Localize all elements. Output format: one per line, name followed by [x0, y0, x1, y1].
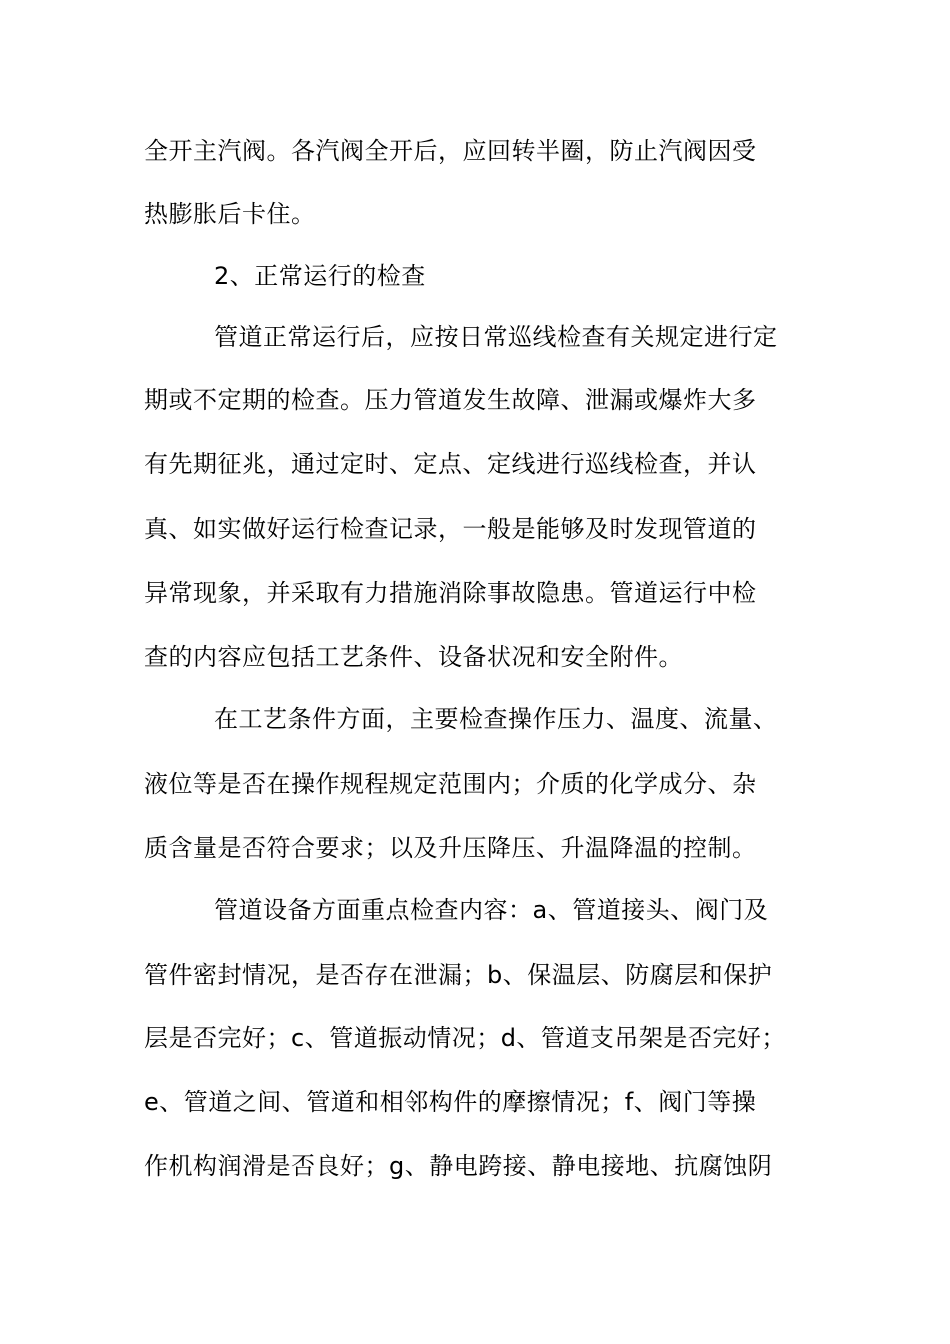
text-line: 有先期征兆，通过定时、定点、定线进行巡线检查，并认 — [144, 450, 757, 478]
text-line: 热膨胀后卡住。 — [144, 200, 316, 228]
text-line: 异常现象，并采取有力措施消除事故隐患。管道运行中检 — [144, 579, 757, 607]
text-line: 查的内容应包括工艺条件、设备状况和安全附件。 — [144, 643, 683, 671]
text-line: 液位等是否在操作规程规定范围内；介质的化学成分、杂 — [144, 770, 757, 798]
text-line: 管道正常运行后，应按日常巡线检查有关规定进行定 — [214, 323, 778, 351]
text-line: 层是否完好；c、管道振动情况；d、管道支吊架是否完好； — [144, 1024, 786, 1052]
text-line: 管道设备方面重点检查内容：a、管道接头、阀门及 — [214, 896, 769, 924]
text-line: e、管道之间、管道和相邻构件的摩擦情况；f、阀门等操 — [144, 1088, 757, 1116]
text-line: 作机构润滑是否良好；g、静电跨接、静电接地、抗腐蚀阴 — [144, 1152, 773, 1180]
text-line: 真、如实做好运行检查记录，一般是能够及时发现管道的 — [144, 515, 757, 543]
text-line: 质含量是否符合要求；以及升压降压、升温降温的控制。 — [144, 834, 757, 862]
text-line: 管件密封情况，是否存在泄漏；b、保温层、防腐层和保护 — [144, 961, 773, 989]
section-heading: 2、正常运行的检查 — [214, 262, 426, 290]
text-line: 期或不定期的检查。压力管道发生故障、泄漏或爆炸大多 — [144, 386, 757, 414]
text-line: 在工艺条件方面，主要检查操作压力、温度、流量、 — [214, 705, 778, 733]
text-line: 全开主汽阀。各汽阀全开后，应回转半圈，防止汽阀因受 — [144, 137, 757, 165]
